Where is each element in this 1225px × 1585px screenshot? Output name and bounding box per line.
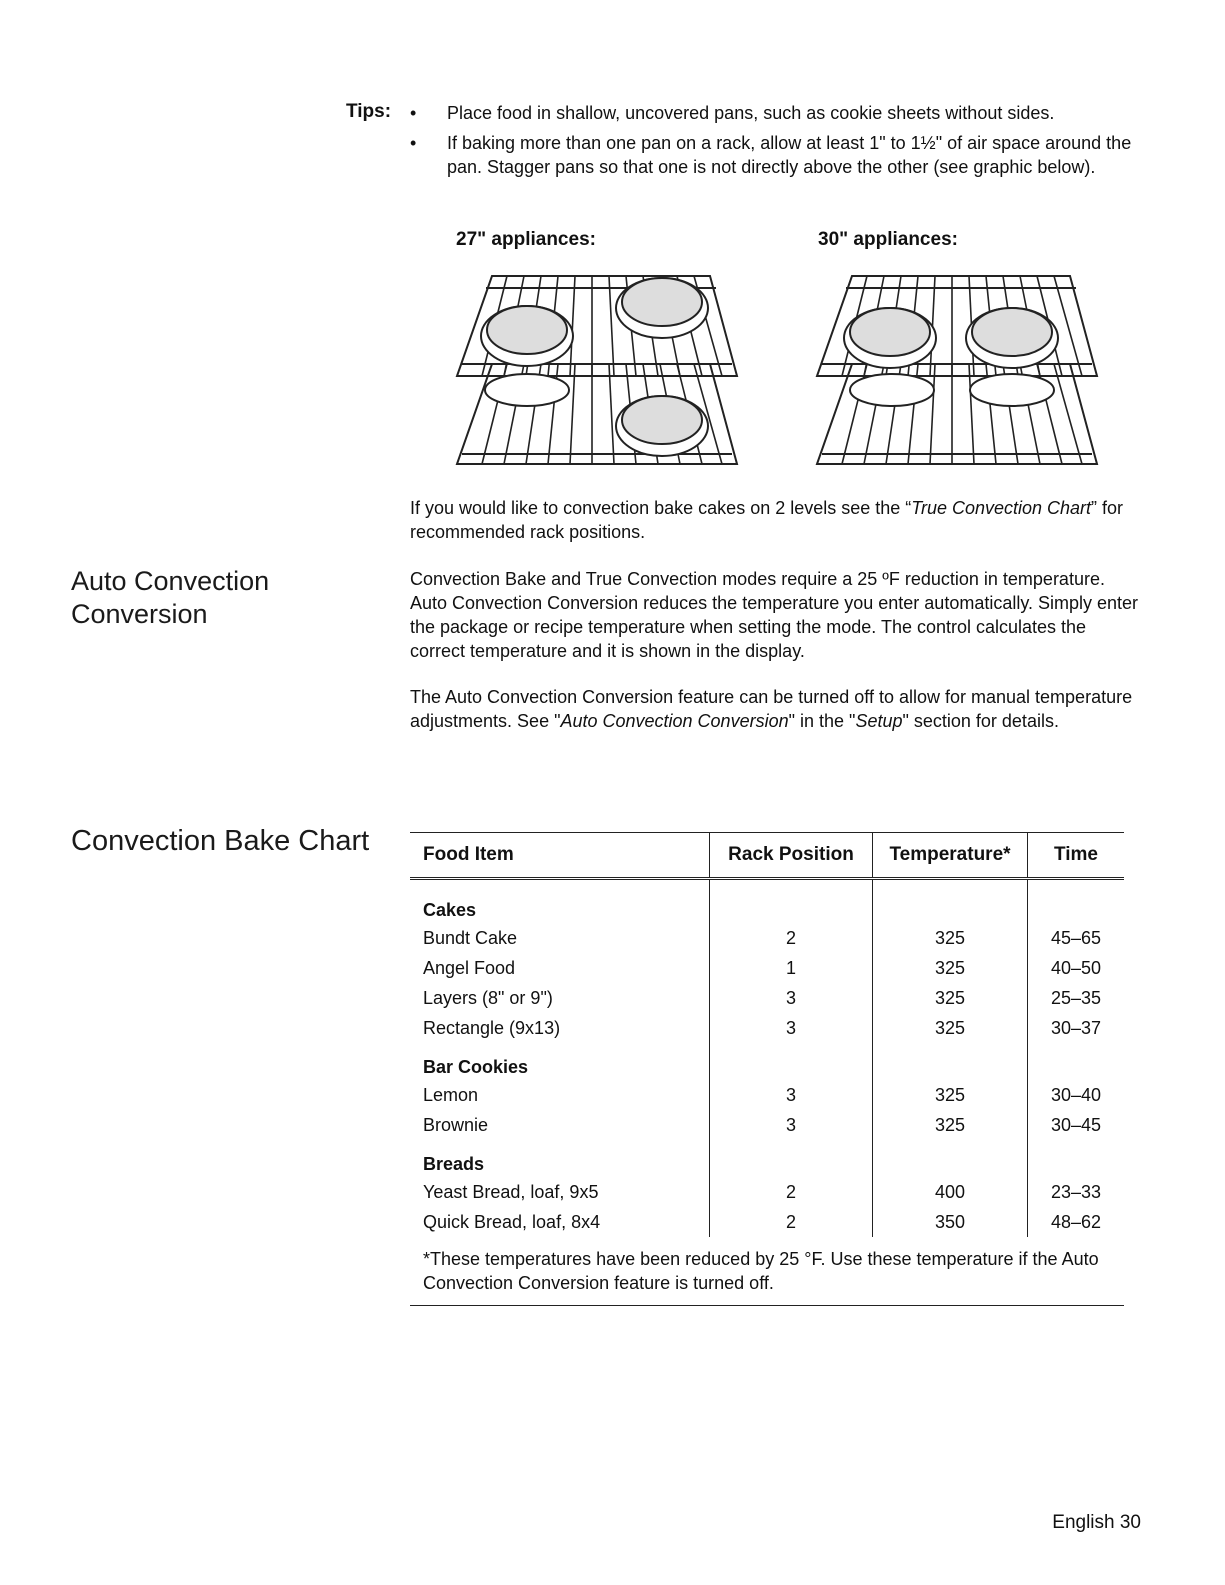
true-convection-chart-ref: True Convection Chart	[911, 498, 1092, 518]
note-text-end: ” for recommended rack positions.	[410, 498, 1124, 542]
convection-bake-table	[410, 832, 1124, 1306]
note-text-start: If you would like to convection bake cakes on 2 levels see the “	[410, 498, 912, 518]
rack-illustration-30	[812, 268, 1102, 470]
para-text: " in the "	[788, 711, 856, 731]
auto-convection-para-2	[410, 685, 1145, 733]
table-row	[410, 1207, 1124, 1237]
heading-line-1: Auto Convection	[71, 566, 270, 596]
group-row	[410, 1140, 1124, 1177]
tips-label: Tips:	[346, 101, 392, 122]
table-row	[410, 923, 1124, 953]
table-row	[410, 953, 1124, 983]
time-cell: 30–45	[1050, 1114, 1102, 1135]
food-cell: Yeast Bread, loaf, 9x5	[410, 1177, 710, 1207]
rack-cell: 1	[710, 953, 873, 983]
rack-cell: 3	[710, 1013, 873, 1043]
group-name: Cakes	[410, 886, 710, 923]
temp-cell: 325	[873, 1013, 1028, 1043]
temp-cell: 325	[873, 923, 1028, 953]
food-cell: Layers (8" or 9")	[410, 983, 710, 1013]
temp-cell: 325	[873, 983, 1028, 1013]
time-cell: 23–33	[1050, 1181, 1102, 1202]
group-row	[410, 1043, 1124, 1080]
auto-convection-para-1: Convection Bake and True Convection modes require a 25 ºF reduction in temperature. Auto Convection Conversion reduces the temperature you enter automatically. Simply enter the package or recipe temperature when setting the mode. The control calculates the correct temperature and it is shown in the display.	[410, 569, 1139, 661]
food-cell: Quick Bread, loaf, 8x4	[410, 1207, 710, 1237]
time-cell: 30–40	[1050, 1084, 1102, 1105]
table-row	[410, 1080, 1124, 1110]
temp-cell: 325	[873, 1080, 1028, 1110]
temp-cell: 325	[873, 1110, 1028, 1140]
setup-ref: Setup	[855, 711, 903, 731]
rack-cell: 2	[710, 1207, 873, 1237]
table-row	[410, 1177, 1124, 1207]
group-row	[410, 886, 1124, 923]
table-header-row	[410, 833, 1124, 879]
rack-cell: 3	[710, 1110, 873, 1140]
rack-cell: 2	[710, 923, 873, 953]
rack-cell: 3	[710, 983, 873, 1013]
appliance-27-label: 27" appliances:	[456, 229, 596, 250]
time-cell: 30–37	[1050, 1017, 1102, 1038]
footnote-row	[410, 1237, 1124, 1306]
col-time: Time	[1028, 833, 1125, 879]
col-temperature: Temperature*	[873, 833, 1028, 879]
auto-convection-ref: Auto Convection Conversion	[560, 711, 789, 731]
group-name: Bar Cookies	[410, 1043, 710, 1080]
time-cell: 48–62	[1050, 1211, 1102, 1232]
heading-line-2: Conversion	[71, 599, 208, 629]
time-cell: 45–65	[1050, 927, 1102, 948]
food-cell: Brownie	[410, 1110, 710, 1140]
food-cell: Angel Food	[410, 953, 710, 983]
table-row	[410, 1110, 1124, 1140]
rack-cell: 3	[710, 1080, 873, 1110]
auto-convection-heading	[71, 565, 269, 631]
tip-text: Place food in shallow, uncovered pans, such as cookie sheets without sides.	[447, 103, 1055, 123]
time-cell: 25–35	[1050, 987, 1102, 1008]
tip-text: If baking more than one pan on a rack, allow at least 1" to 1½" of air space around the pan. Stagger pans so that one is not directly above the other (see graphic below).	[447, 133, 1132, 177]
bullet-symbol: •	[410, 103, 417, 123]
rack-cell: 2	[710, 1177, 873, 1207]
temp-cell: 325	[873, 953, 1028, 983]
appliance-30-label: 30" appliances:	[818, 229, 958, 250]
food-cell: Rectangle (9x13)	[410, 1013, 710, 1043]
rack-illustration-27	[452, 268, 742, 470]
para-text: " section for details.	[902, 711, 1059, 731]
bullet-symbol: •	[410, 133, 417, 153]
food-cell: Lemon	[410, 1080, 710, 1110]
temp-cell: 400	[873, 1177, 1028, 1207]
table-row	[410, 983, 1124, 1013]
group-name: Breads	[410, 1140, 710, 1177]
footnote: *These temperatures have been reduced by 25 °F. Use these temperature if the Auto Convection Conversion feature is turned off.	[410, 1237, 1124, 1306]
temp-cell: 350	[873, 1207, 1028, 1237]
page-number: English 30	[1052, 1512, 1141, 1533]
food-cell: Bundt Cake	[410, 923, 710, 953]
two-level-note	[410, 496, 1145, 544]
col-food-item: Food Item	[410, 833, 710, 879]
time-cell: 40–50	[1050, 957, 1102, 978]
para-text: The Auto Convection Conversion feature can be turned off to allow for manual temperature adjustments. See "	[410, 687, 1133, 731]
convection-bake-chart-heading: Convection Bake Chart	[71, 825, 370, 857]
col-rack-position: Rack Position	[710, 833, 873, 879]
table-row	[410, 1013, 1124, 1043]
